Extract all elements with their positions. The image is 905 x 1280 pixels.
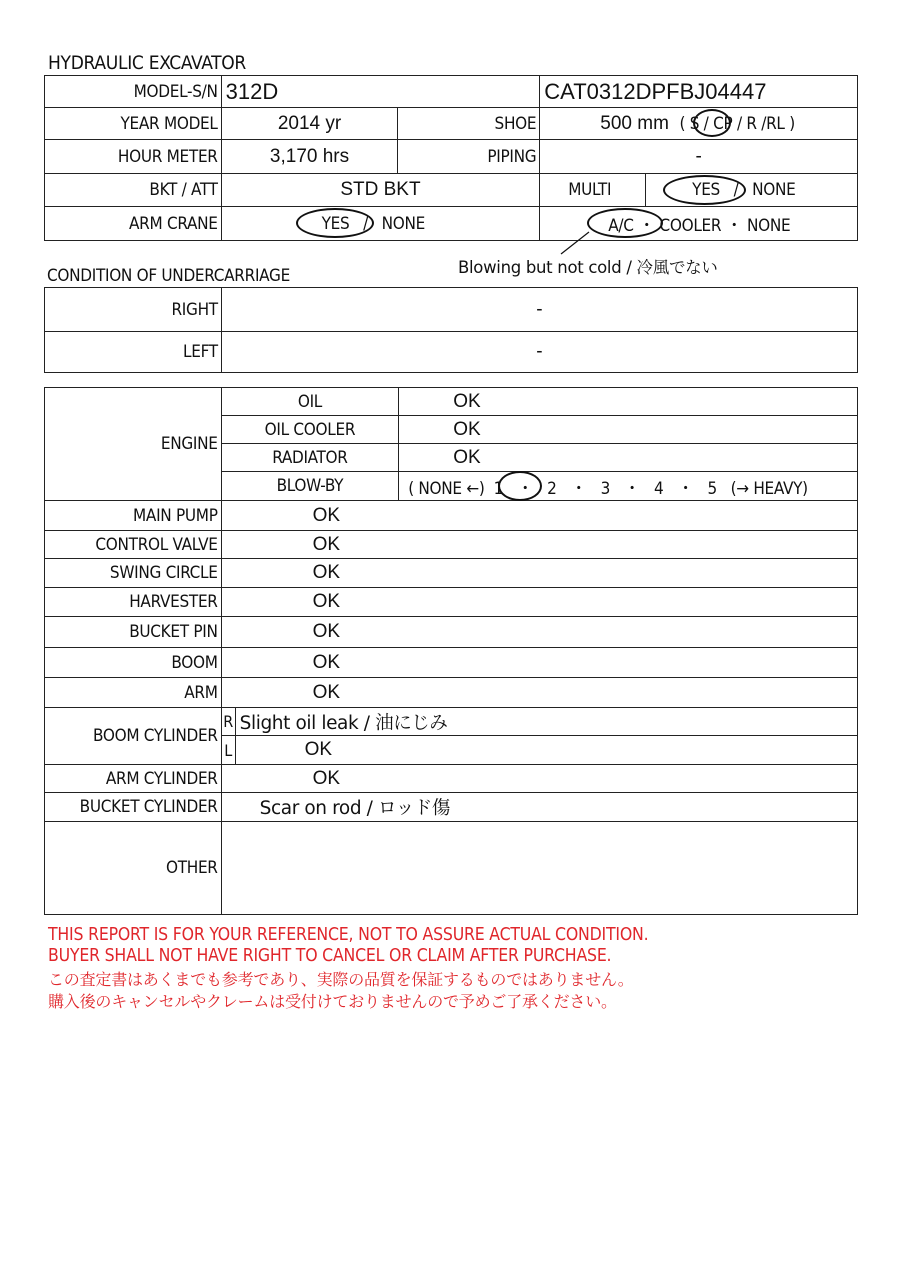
multi-yes-circle-mark [663, 175, 746, 205]
boom-cylinder-r-value: Slight oil leak / 油にじみ [235, 708, 857, 736]
bucket-cylinder-label: BUCKET CYLINDER [45, 793, 222, 822]
shoe-options: ( S / CP / R /RL ) [679, 113, 795, 134]
bucket-cylinder-value: Scar on rod / ロッド傷 [221, 793, 857, 822]
arm-label: ARM [45, 678, 222, 708]
harvester-value: OK [221, 588, 857, 617]
undercarriage-left-value: - [221, 332, 857, 373]
disclaimer-line-1: THIS REPORT IS FOR YOUR REFERENCE, NOT TO ASSURE ACTUAL CONDITION. [48, 925, 649, 945]
document-title: HYDRAULIC EXCAVATOR [48, 52, 246, 74]
arm-value: OK [221, 678, 857, 708]
disclaimer-line-2: BUYER SHALL NOT HAVE RIGHT TO CANCEL OR CLAIM AFTER PURCHASE. [48, 946, 612, 966]
engine-oil-label: OIL [221, 388, 399, 416]
blowby-1-circle-mark [498, 471, 542, 501]
boom-cylinder-r-label: R [221, 708, 235, 736]
engine-label: ENGINE [45, 388, 222, 501]
other-value [221, 822, 857, 915]
engine-radiator-label: RADIATOR [221, 444, 399, 472]
arm-crane-yes-circle-mark [296, 208, 374, 238]
year-label: YEAR MODEL [45, 108, 222, 140]
main-pump-label: MAIN PUMP [45, 501, 222, 531]
boom-label: BOOM [45, 648, 222, 678]
swing-circle-value: OK [221, 559, 857, 588]
ac-options: A/C ・ COOLER ・ NONE [540, 207, 858, 241]
disclaimer-line-4: 購入後のキャンセルやクレームは受付けておりませんので予めご了承ください。 [48, 992, 617, 1011]
undercarriage-table [44, 287, 858, 373]
undercarriage-right-value: - [221, 288, 857, 332]
engine-oil-cooler-label: OIL COOLER [221, 416, 399, 444]
undercarriage-title: CONDITION OF UNDERCARRIAGE [47, 266, 290, 286]
engine-oil-value: OK [399, 388, 858, 416]
multi-options: YES / NONE [646, 174, 858, 207]
boom-cylinder-l-value: OK [235, 736, 857, 765]
engine-blowby-scale: ( NONE ←) 1 ・ 2 ・ 3 ・ 4 ・ 5 (→ HEAVY) [399, 472, 858, 501]
model-value: 312D [221, 76, 540, 108]
disclaimer-line-3: この査定書はあくまでも参考であり、実際の品質を保証するものではありません。 [48, 970, 634, 989]
bkt-value: STD BKT [221, 174, 540, 207]
undercarriage-left-label: LEFT [45, 332, 222, 373]
bucket-pin-value: OK [221, 617, 857, 648]
arm-crane-label: ARM CRANE [45, 207, 222, 241]
shoe-value: 500 mm [600, 112, 669, 134]
arm-cylinder-value: OK [221, 765, 857, 793]
harvester-label: HARVESTER [45, 588, 222, 617]
main-pump-value: OK [221, 501, 857, 531]
engine-oil-cooler-value: OK [399, 416, 858, 444]
boom-value: OK [221, 648, 857, 678]
bkt-label: BKT / ATT [45, 174, 222, 207]
boom-cylinder-l-label: L [221, 736, 235, 765]
shoe-label: SHOE [398, 108, 540, 140]
arm-cylinder-label: ARM CYLINDER [45, 765, 222, 793]
hour-value: 3,170 hrs [221, 140, 398, 174]
header-table [44, 75, 858, 241]
model-label: MODEL-S/N [45, 76, 222, 108]
shoe-s-circle-mark [693, 109, 731, 137]
engine-radiator-value: OK [399, 444, 858, 472]
engine-blowby-label: BLOW-BY [221, 472, 399, 501]
swing-circle-label: SWING CIRCLE [45, 559, 222, 588]
condition-table [44, 387, 858, 915]
arm-crane-options: YES / NONE [221, 207, 540, 241]
year-value: 2014 yr [221, 108, 398, 140]
piping-label: PIPING [398, 140, 540, 174]
control-valve-label: CONTROL VALVE [45, 531, 222, 559]
other-label: OTHER [45, 822, 222, 915]
control-valve-value: OK [221, 531, 857, 559]
ac-circle-mark [587, 208, 663, 238]
piping-value: - [540, 140, 858, 174]
serial-value: CAT0312DPFBJ04447 [540, 76, 858, 108]
undercarriage-right-label: RIGHT [45, 288, 222, 332]
hour-label: HOUR METER [45, 140, 222, 174]
bucket-pin-label: BUCKET PIN [45, 617, 222, 648]
ac-note: Blowing but not cold / 冷風でない [458, 258, 718, 277]
multi-label: MULTI [540, 174, 646, 207]
boom-cylinder-label: BOOM CYLINDER [45, 708, 222, 765]
